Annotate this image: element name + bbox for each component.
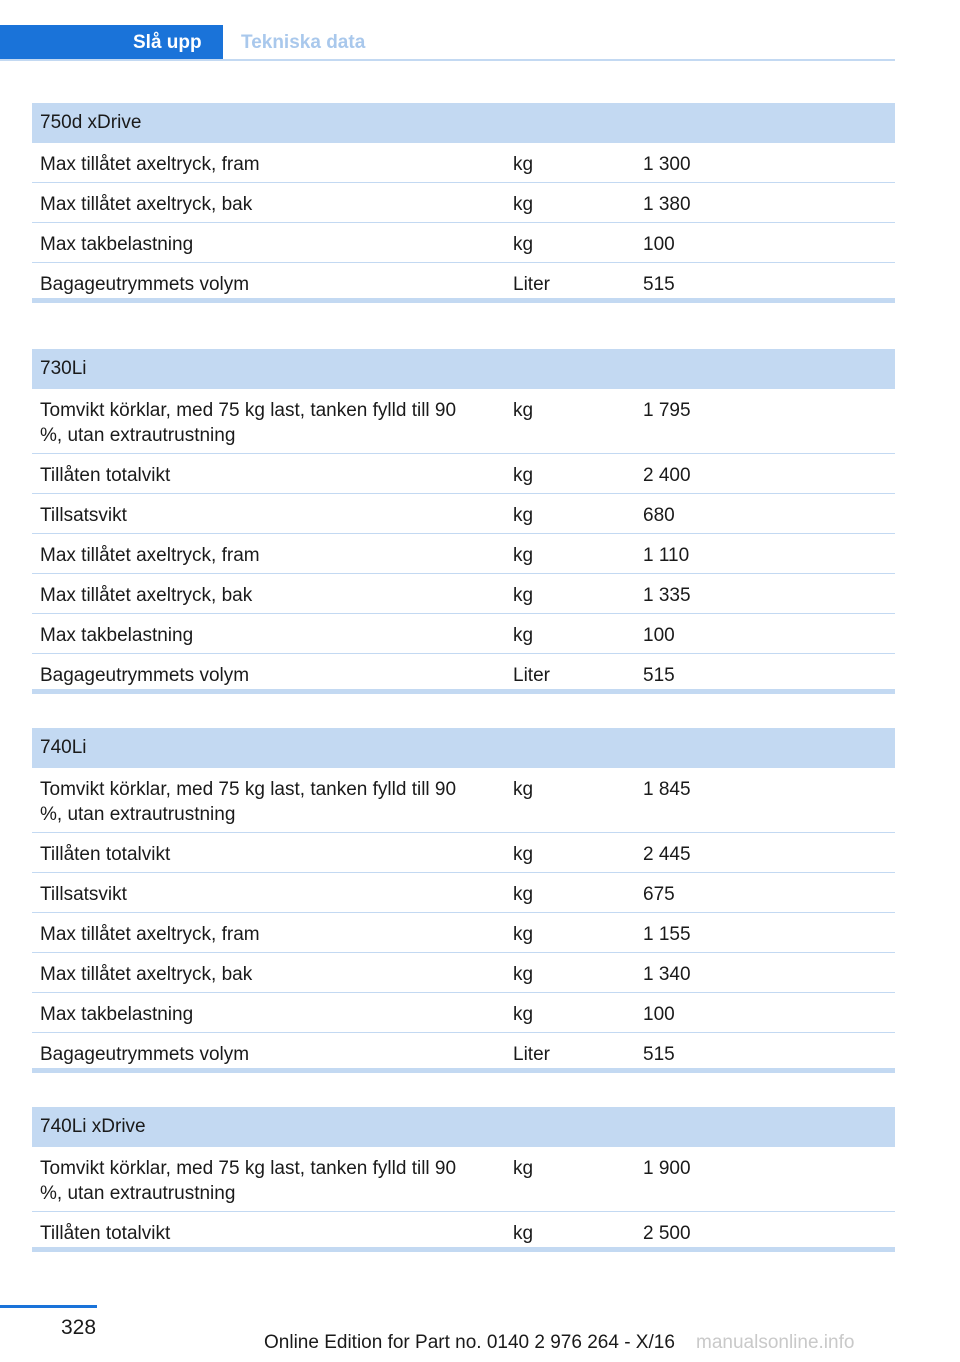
- tab-tekniska-data[interactable]: Tekniska data: [241, 32, 366, 53]
- spec-table-740li: [32, 728, 895, 1073]
- row-unit: kg: [513, 465, 534, 486]
- row-unit: kg: [513, 505, 534, 526]
- row-unit: Liter: [513, 274, 550, 295]
- row-value: 515: [643, 665, 675, 686]
- row-label: Max tillåtet axeltryck, fram: [40, 545, 260, 566]
- row-value: 100: [643, 234, 675, 255]
- row-label: Max takbelastning: [40, 1004, 194, 1025]
- row-label: Tillåten totalvikt: [40, 844, 171, 865]
- row-label: Tillåten totalvikt: [40, 465, 171, 486]
- row-label: Max takbelastning: [40, 234, 194, 255]
- table-row: [32, 389, 895, 454]
- row-unit: Liter: [513, 1044, 550, 1065]
- spec-table-730li: [32, 349, 895, 694]
- row-unit: kg: [513, 154, 534, 175]
- row-unit: kg: [513, 844, 534, 865]
- spec-table-750d-xdrive: [32, 103, 895, 303]
- row-value: 1 845: [643, 779, 691, 800]
- table-row: [32, 913, 895, 953]
- row-label: Max tillåtet axeltryck, fram: [40, 924, 260, 945]
- table-row: [32, 654, 895, 694]
- row-label: Bagageutrymmets volym: [40, 274, 250, 295]
- table-row: [32, 768, 895, 833]
- table-row: [32, 454, 895, 494]
- table-row: [32, 534, 895, 574]
- row-value: 2 445: [643, 844, 691, 865]
- table-row: [32, 1212, 895, 1252]
- row-unit: kg: [513, 1223, 534, 1244]
- table-row: [32, 494, 895, 534]
- table-title: 730Li: [32, 349, 895, 389]
- table-row: [32, 873, 895, 913]
- row-label: Tillåten totalvikt: [40, 1223, 171, 1244]
- row-value: 1 300: [643, 154, 691, 175]
- row-label: Bagageutrymmets volym: [40, 665, 250, 686]
- row-label: Tomvikt körklar, med 75 kg last, tanken fylld till 90 %, utan extrautrustning: [40, 1158, 457, 1204]
- watermark: manualsonline.info: [696, 1332, 855, 1353]
- row-unit: kg: [513, 884, 534, 905]
- table-row: [32, 833, 895, 873]
- table-row: [32, 263, 895, 303]
- row-value: 1 380: [643, 194, 691, 215]
- table-row: [32, 574, 895, 614]
- tab-sla-upp[interactable]: Slå upp: [0, 25, 223, 61]
- row-value: 515: [643, 274, 675, 295]
- table-row: [32, 1033, 895, 1073]
- footer-accent-line: [0, 1305, 97, 1308]
- row-value: 100: [643, 625, 675, 646]
- row-label: Bagageutrymmets volym: [40, 1044, 250, 1065]
- table-title: 740Li xDrive: [32, 1107, 895, 1147]
- row-value: 100: [643, 1004, 675, 1025]
- edition-text: Online Edition for Part no. 0140 2 976 264 - X/16: [264, 1332, 675, 1353]
- row-label: Max tillåtet axeltryck, fram: [40, 154, 260, 175]
- row-unit: kg: [513, 964, 534, 985]
- row-unit: Liter: [513, 665, 550, 686]
- row-unit: kg: [513, 400, 534, 421]
- row-value: 1 795: [643, 400, 691, 421]
- table-row: [32, 183, 895, 223]
- table-row: [32, 953, 895, 993]
- spec-table-740li-xdrive: [32, 1107, 895, 1252]
- row-value: 1 340: [643, 964, 691, 985]
- row-value: 515: [643, 1044, 675, 1065]
- row-value: 1 110: [643, 545, 690, 566]
- row-unit: kg: [513, 625, 534, 646]
- page-number: 328: [61, 1316, 97, 1339]
- table-row: [32, 1147, 895, 1212]
- row-value: 2 500: [643, 1223, 691, 1244]
- table-row: [32, 993, 895, 1033]
- table-row: [32, 614, 895, 654]
- row-label: Tillsatsvikt: [40, 505, 127, 526]
- row-unit: kg: [513, 234, 534, 255]
- row-label: Tomvikt körklar, med 75 kg last, tanken fylld till 90 %, utan extrautrustning: [40, 400, 457, 446]
- row-unit: kg: [513, 779, 534, 800]
- row-value: 1 155: [643, 924, 691, 945]
- row-value: 2 400: [643, 465, 691, 486]
- row-label: Max tillåtet axeltryck, bak: [40, 585, 253, 606]
- row-label: Tillsatsvikt: [40, 884, 127, 905]
- header-divider: [0, 59, 895, 61]
- row-unit: kg: [513, 545, 534, 566]
- row-value: 680: [643, 505, 675, 526]
- row-label: Max takbelastning: [40, 625, 194, 646]
- row-label: Max tillåtet axeltryck, bak: [40, 964, 253, 985]
- row-label: Tomvikt körklar, med 75 kg last, tanken fylld till 90 %, utan extrautrustning: [40, 779, 457, 825]
- table-row: [32, 143, 895, 183]
- row-value: 1 900: [643, 1158, 691, 1179]
- row-value: 675: [643, 884, 675, 905]
- row-unit: kg: [513, 1158, 534, 1179]
- row-unit: kg: [513, 194, 534, 215]
- page-header: [0, 25, 895, 62]
- row-unit: kg: [513, 585, 534, 606]
- row-unit: kg: [513, 924, 534, 945]
- table-title: 740Li: [32, 728, 895, 768]
- table-title: 750d xDrive: [32, 103, 895, 143]
- row-value: 1 335: [643, 585, 691, 606]
- table-row: [32, 223, 895, 263]
- row-label: Max tillåtet axeltryck, bak: [40, 194, 253, 215]
- row-unit: kg: [513, 1004, 534, 1025]
